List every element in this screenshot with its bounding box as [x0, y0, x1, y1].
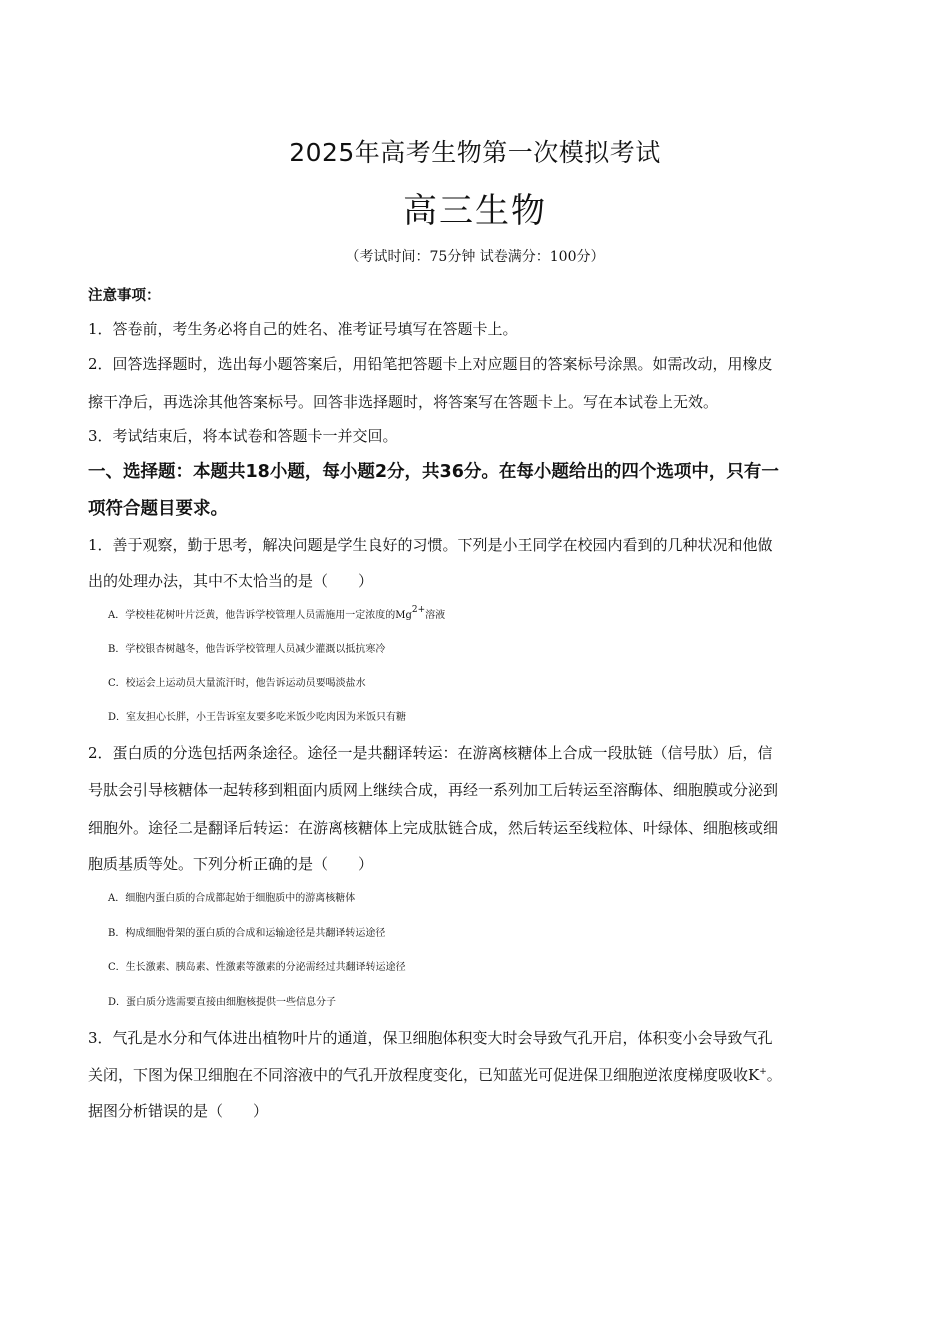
subject-title: 高三生物: [403, 191, 547, 231]
q1-option-a: A．学校桂花树叶片泛黄，他告诉学校管理人员需施用一定浓度的$Mg^{2+}$溶液: [108, 605, 446, 621]
notes-heading: 注意事项：: [88, 288, 161, 304]
note-item-2-line-2: 擦干净后，再选涂其他答案标号。回答非选择题时，将答案写在答题卡上。写在本试卷上无效。: [88, 393, 719, 411]
q2-option-d: D．蛋白质分选需要直接由细胞核提供一些信息分子: [108, 997, 337, 1008]
section-heading-line-2: 项符合题目要求。: [88, 499, 228, 519]
section-heading-line-1: 一、选择题：本题共18小题，每小题2分，共36分。在每小题给出的四个选项中，只有一: [88, 462, 779, 482]
q2-option-b: B．构成细胞骨架的蛋白质的合成和运输途径是共翻译转运途径: [108, 928, 386, 939]
exam-info: （考试时间：75分钟 试卷满分：100分）: [345, 249, 605, 265]
q2-stem-line-1: 2．蛋白质的分选包括两条途径。途径一是共翻译转运：在游离核糖体上合成一段肽链（信号肽）后，信: [88, 744, 773, 762]
q2-stem-line-3: 细胞外。途径二是翻译后转运：在游离核糖体上完成肽链合成，然后转运至线粒体、叶绿体、细胞核或细: [88, 819, 779, 837]
q3-stem-line-3: 据图分析错误的是（ ）: [88, 1102, 269, 1120]
q3-stem-line-1: 3．气孔是水分和气体进出植物叶片的通道，保卫细胞体积变大时会导致气孔开启，体积变小会导致气孔: [88, 1029, 773, 1047]
q2-option-a: A．细胞内蛋白质的合成都起始于细胞质中的游离核糖体: [108, 893, 356, 904]
q1-stem-line-1: 1．善于观察，勤于思考，解决问题是学生良好的习惯。下列是小王同学在校园内看到的几种状况和他做: [88, 536, 773, 554]
exam-title: 2025年高考生物第一次模拟考试: [289, 138, 661, 167]
q1-option-b: B．学校银杏树越冬，他告诉学校管理人员减少灌溉以抵抗寒冷: [108, 644, 386, 655]
q1-option-c: C．校运会上运动员大量流汗时，他告诉运动员要喝淡盐水: [108, 678, 366, 689]
q2-stem-line-2: 号肽会引导核糖体一起转移到粗面内质网上继续合成，再经一系列加工后转运至溶酶体、细胞膜或分泌到: [88, 781, 779, 799]
note-item-3: 3．考试结束后，将本试卷和答题卡一并交回。: [88, 427, 398, 445]
q2-stem-line-4: 胞质基质等处。下列分析正确的是（ ）: [88, 855, 374, 873]
q1-stem-line-2: 出的处理办法，其中不太恰当的是（ ）: [88, 572, 374, 590]
q2-option-c: C．生长激素、胰岛素、性激素等激素的分泌需经过共翻译转运途径: [108, 962, 406, 973]
note-item-1: 1．答卷前，考生务必将自己的姓名、准考证号填写在答题卡上。: [88, 320, 518, 338]
q1-option-d: D．室友担心长胖，小王告诉室友要多吃米饭少吃肉因为米饭只有糖: [108, 712, 407, 723]
q3-stem-line-2: 关闭，下图为保卫细胞在不同溶液中的气孔开放程度变化，已知蓝光可促进保卫细胞逆浓度梯度吸收K+。: [88, 1066, 782, 1084]
note-item-2-line-1: 2．回答选择题时，选出每小题答案后，用铅笔把答题卡上对应题目的答案标号涂黑。如需改动，用橡皮: [88, 355, 773, 373]
